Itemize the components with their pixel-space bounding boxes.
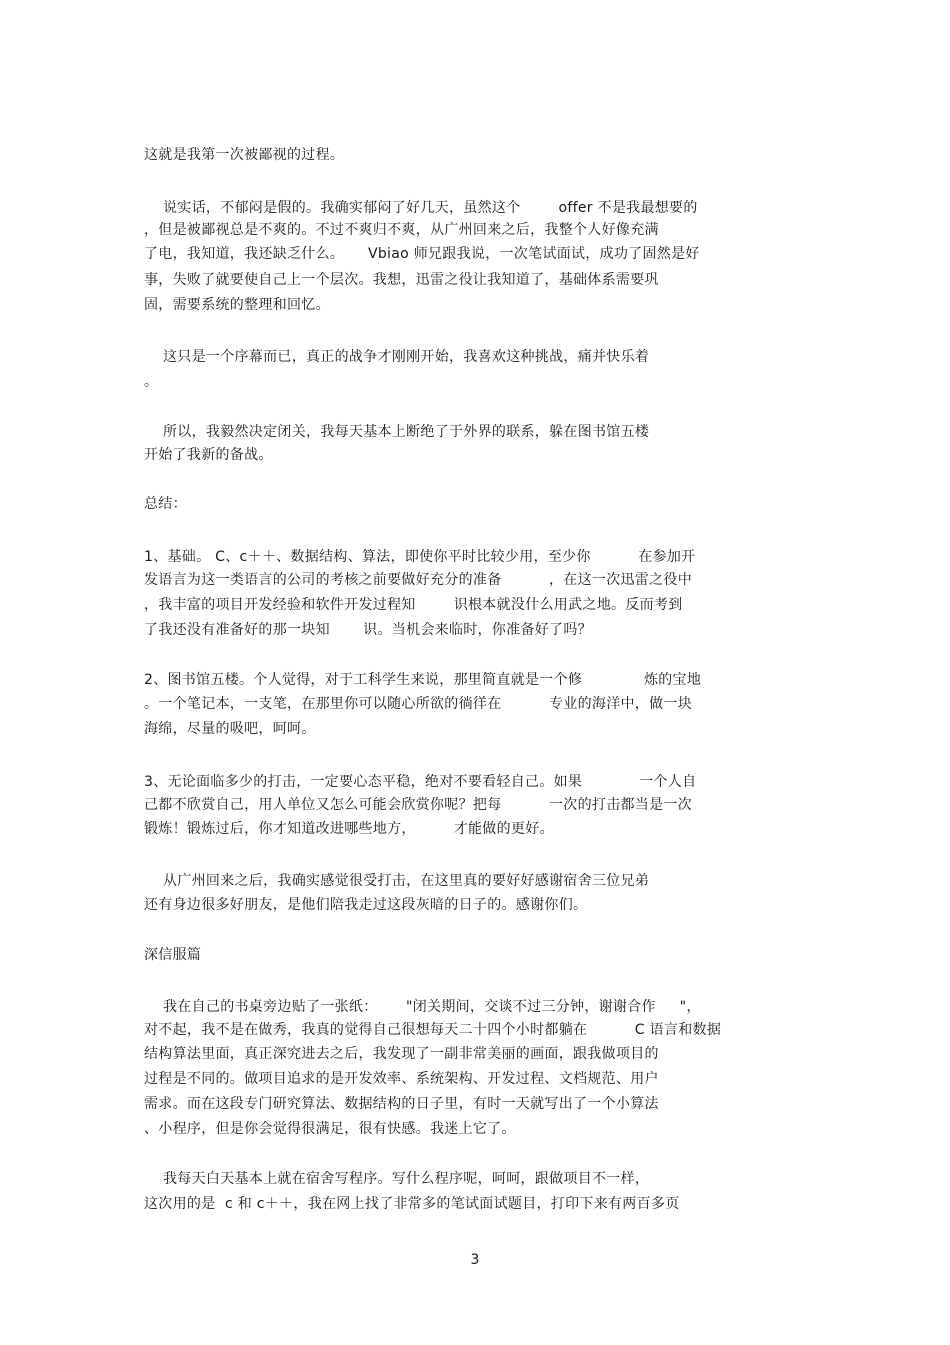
text-line: 2、图书馆五楼。个人觉得，对于工科学生来说，那里简直就是一个修 炼的宝地 [144,672,702,688]
text-line: 这就是我第一次被鄙视的过程。 [144,147,345,163]
text-line: 了电，我知道，我还缺乏什么。 Vbiao 师兄跟我说，一次笔试面试，成功了固然是好 [144,246,700,262]
text-line: 海绵，尽量的吸吧，呵呵。 [144,721,316,737]
text-line: 了我还没有准备好的那一块知 识。当机会来临时，你准备好了吗？ [144,622,592,638]
text-line: 说实话，不郁闷是假的。我确实郁闷了好几天，虽然这个 offer 不是我最想要的 [144,200,698,216]
text-line: 。一个笔记本，一支笔，在那里你可以随心所欲的徜徉在 专业的海洋中，做一块 [144,696,692,712]
text-line: 我在自己的书桌旁边贴了一张纸： "闭关期间，交谈不过三分钟，谢谢合作 "， [144,999,701,1015]
text-line: 对不起，我不是在做秀，我真的觉得自己很想每天二十四个小时都躺在 C 语言和数据 [144,1022,722,1038]
text-line: 还有身边很多好朋友，是他们陪我走过这段灰暗的日子的。感谢你们。 [144,897,588,913]
text-line: ，我丰富的项目开发经验和软件开发过程知 识根本就没什么用武之地。反而考到 [144,597,683,613]
text-line: 固，需要系统的整理和回忆。 [144,297,330,313]
text-line: 。 [144,374,159,390]
text-line: 需求。而在这段专门研究算法、数据结构的日子里，有时一天就写出了一个小算法 [144,1096,659,1112]
text-line: 发语言为这一类语言的公司的考核之前要做好充分的准备 ，在这一次迅雷之役中 [144,572,692,588]
text-line: 1、基础。 C、c＋＋、数据结构、算法，即使你平时比较少用，至少你 在参加开 [144,549,696,565]
text-line: 这次用的是 c 和 c＋＋，我在网上找了非常多的笔试面试题目，打印下来有两百多页 [144,1196,680,1212]
text-line: 所以，我毅然决定闭关，我每天基本上断绝了于外界的联系，躲在图书馆五楼 [144,424,650,440]
text-line: 从广州回来之后，我确实感觉很受打击，在这里真的要好好感谢宿舍三位兄弟 [144,873,650,889]
text-line: 锻炼！锻炼过后，你才知道改进哪些地方， 才能做的更好。 [144,821,554,837]
text-line: 深信服篇 [144,947,202,963]
text-line: 结构算法里面，真正深究进去之后，我发现了一副非常美丽的画面，跟我做项目的 [144,1046,659,1062]
text-line: 、小程序，但是你会觉得很满足，很有快感。我迷上它了。 [144,1121,516,1137]
text-line: 3、无论面临多少的打击，一定要心态平稳，绝对不要看轻自己。如果 一个人自 [144,774,697,790]
text-line: 己都不欣赏自己，用人单位又怎么可能会欣赏你呢？把每 一次的打击都当是一次 [144,797,692,813]
page-number: 3 [470,1252,480,1268]
text-line: ，但是被鄙视总是不爽的。不过不爽归不爽，从广州回来之后，我整个人好像充满 [144,222,659,238]
text-line: 这只是一个序幕而已，真正的战争才刚刚开始，我喜欢这种挑战，痛并快乐着 [144,349,650,365]
text-line: 事，失败了就要使自己上一个层次。我想，迅雷之役让我知道了，基础体系需要巩 [144,272,659,288]
text-line: 我每天白天基本上就在宿舍写程序。写什么程序呢，呵呵，跟做项目不一样， [144,1171,650,1187]
text-line: 过程是不同的。做项目追求的是开发效率、系统架构、开发过程、文档规范、用户 [144,1071,659,1087]
text-line: 开始了我新的备战。 [144,447,273,463]
text-line: 总结： [144,496,187,512]
